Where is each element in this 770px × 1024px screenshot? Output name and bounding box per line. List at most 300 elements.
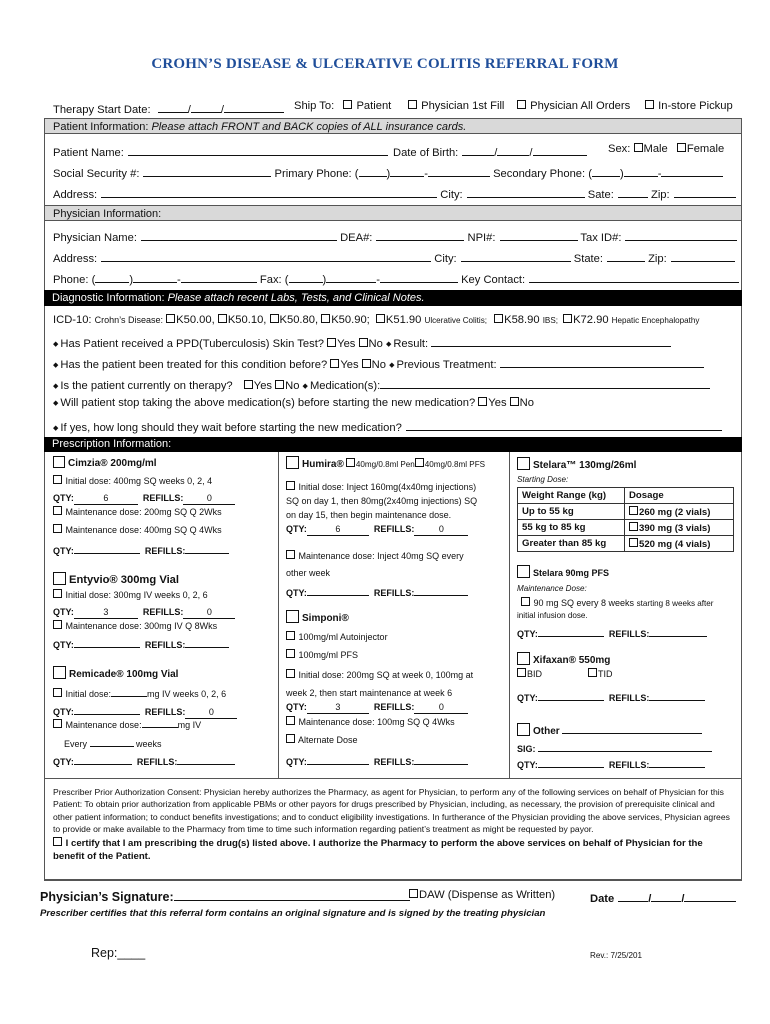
ship-pickup-label: In-store Pickup xyxy=(658,100,733,112)
dea-label: DEA#: xyxy=(340,232,373,244)
tax-id-field[interactable] xyxy=(625,228,737,241)
therapy-no-checkbox[interactable] xyxy=(275,380,284,389)
qty-label: QTY: xyxy=(53,707,74,717)
refills-label: REFILLS: xyxy=(144,707,186,717)
icd-k5010-label: K50.10, xyxy=(227,314,267,326)
stop-yes-checkbox[interactable] xyxy=(478,397,487,406)
bullet-diamond-icon: ◆ xyxy=(53,425,59,432)
revision-date: Rev.: 7/25/201 xyxy=(590,951,643,960)
qty-label: QTY: xyxy=(53,546,74,556)
simponi-initial xyxy=(286,666,473,702)
dob-label: Date of Birth: xyxy=(393,147,459,159)
remicade-refills2-field[interactable] xyxy=(177,752,235,765)
remicade-initial-suffix: mg IV weeks 0, 2, 6 xyxy=(147,689,227,699)
certify-checkbox[interactable] xyxy=(53,837,62,846)
humira-qty2-field[interactable] xyxy=(307,583,369,596)
patient-zip-field[interactable] xyxy=(674,185,736,198)
humira-maint-line1: Maintenance dose: Inject 40mg SQ every xyxy=(298,551,464,561)
xifaxan-refills-field[interactable] xyxy=(649,688,705,701)
remicade-refills-field[interactable]: 0 xyxy=(185,707,237,719)
key-contact-field[interactable] xyxy=(529,270,739,283)
remicade-every-suffix: weeks xyxy=(136,739,162,749)
cimzia-refills2-field[interactable] xyxy=(185,541,229,554)
remicade-initial-label: Initial dose: xyxy=(65,689,112,699)
secondary-phone-field[interactable]: ( ) - xyxy=(588,168,723,180)
ppd-yes-checkbox[interactable] xyxy=(327,338,336,347)
entyvio-qty2-row xyxy=(53,635,229,650)
crohns-label: Crohn’s Disease: xyxy=(94,315,164,325)
refills-label: REFILLS: xyxy=(144,640,186,650)
icd-k5190-checkbox[interactable] xyxy=(376,314,385,323)
rep-field[interactable]: Rep:____ xyxy=(91,946,146,960)
patient-name-row: Patient Name: Date of Birth: / / xyxy=(53,143,587,159)
xifaxan-label: Xifaxan® 550mg xyxy=(533,655,611,666)
icd-k5080-label: K50.80, xyxy=(279,314,319,326)
therapy-start-year[interactable] xyxy=(224,100,284,113)
dose-520-checkbox[interactable] xyxy=(629,538,638,547)
wait-question: If yes, how long should they wait before starting the new medication? xyxy=(60,422,402,434)
cimzia-maint1-label: Maintenance dose: 200mg SQ Q 2Wks xyxy=(65,507,222,517)
dose-390-checkbox[interactable] xyxy=(629,522,638,531)
cimzia-refills-field[interactable]: 0 xyxy=(183,493,235,505)
cimzia-maint2 xyxy=(53,524,222,535)
therapy-start-row: Therapy Start Date: / / xyxy=(53,100,284,116)
form-title: CROHN’S DISEASE & ULCERATIVE COLITIS REFERRAL FORM xyxy=(151,56,619,72)
column-divider xyxy=(509,452,510,778)
other-refills-field[interactable] xyxy=(649,755,705,768)
dose-option[interactable] xyxy=(625,520,734,536)
column-divider xyxy=(278,452,279,778)
simponi-alt-checkbox[interactable] xyxy=(286,734,295,743)
bullet-diamond-icon: ◆ xyxy=(302,383,308,390)
icd-k5890-checkbox[interactable] xyxy=(494,314,503,323)
other-qty-row xyxy=(517,755,705,770)
humira-maint-line2: other week xyxy=(286,568,331,578)
humira-pen-checkbox[interactable] xyxy=(346,458,355,467)
humira-qty-field[interactable]: 6 xyxy=(307,524,369,536)
dose-390-label: 390 mg (3 vials) xyxy=(639,522,711,534)
physician-state-label: State: xyxy=(573,253,603,265)
physician-phone-row xyxy=(53,270,739,286)
treated-yes-checkbox[interactable] xyxy=(330,359,339,368)
physician-state-field[interactable] xyxy=(607,249,645,262)
male-label: Male xyxy=(643,143,668,155)
remicade-checkbox[interactable] xyxy=(53,666,66,679)
physician-address-label: Address: xyxy=(53,253,98,265)
ship-physician-orders-checkbox[interactable] xyxy=(517,100,526,109)
stelara-maint-dose: 90 mg SQ every 8 weeks xyxy=(533,598,635,608)
ppd-yes-label: Yes xyxy=(337,338,356,350)
stelara-starting: Starting Dose: xyxy=(517,475,569,484)
icd-k5000-label: K50.00, xyxy=(176,314,215,326)
treated-yes-label: Yes xyxy=(340,359,359,371)
therapy-yes-checkbox[interactable] xyxy=(244,380,253,389)
fax-field[interactable]: ( ) - xyxy=(285,274,458,286)
stelara-pfs-heading xyxy=(517,565,609,578)
refills-label: REFILLS: xyxy=(136,757,178,767)
humira-refills-field[interactable]: 0 xyxy=(414,524,468,536)
humira-pfs-checkbox[interactable] xyxy=(415,458,424,467)
simponi-checkbox[interactable] xyxy=(286,610,299,623)
male-checkbox[interactable] xyxy=(634,143,643,152)
xifaxan-freq xyxy=(517,668,613,679)
dob-month[interactable] xyxy=(462,143,494,156)
icd-k7290-checkbox[interactable] xyxy=(563,314,572,323)
cimzia-maint2-label: Maintenance dose: 400mg SQ Q 4Wks xyxy=(65,525,222,535)
physician-header-label: Physician Information: xyxy=(53,208,162,220)
therapy-no-label: No xyxy=(285,380,300,392)
xifaxan-bid-checkbox[interactable] xyxy=(517,668,526,677)
simponi-qty2-field[interactable] xyxy=(307,752,369,765)
cimzia-maint1-checkbox[interactable] xyxy=(53,506,62,515)
date-day[interactable] xyxy=(651,889,681,902)
other-field[interactable] xyxy=(562,721,702,734)
stelara-label: Stelara™ 130mg/26ml xyxy=(533,460,637,471)
dose-option[interactable] xyxy=(625,504,734,520)
female-checkbox[interactable] xyxy=(677,143,686,152)
primary-phone-field[interactable]: ( ) - xyxy=(355,168,490,180)
prescription-info-header xyxy=(44,437,742,452)
prescription-header-label: Prescription Information: xyxy=(52,438,172,450)
other-checkbox[interactable] xyxy=(517,723,530,736)
simponi-pfs-checkbox[interactable] xyxy=(286,649,295,658)
refills-label: REFILLS: xyxy=(608,629,650,639)
female-label: Female xyxy=(686,143,725,155)
stelara-pfs-checkbox[interactable] xyxy=(517,565,530,578)
remicade-qty2-row xyxy=(53,752,235,767)
humira-initial-line2: SQ on day 1, then 80mg(2x40mg injections) SQ xyxy=(286,496,478,506)
qty-label: QTY: xyxy=(53,757,74,767)
humira-pen-label: 40mg/0.8ml Pen xyxy=(355,460,415,469)
simponi-auto xyxy=(286,631,388,642)
therapy-start-day[interactable] xyxy=(191,100,221,113)
therapy-question: Is the patient currently on therapy? xyxy=(60,380,233,392)
treated-no-label: No xyxy=(371,359,386,371)
ship-to-label: Ship To: xyxy=(294,100,335,112)
remicade-initial-field[interactable] xyxy=(111,684,147,697)
simponi-alt xyxy=(286,734,358,745)
sex-row xyxy=(608,143,724,155)
entyvio-maint-label: Maintenance dose: 300mg IV Q 8Wks xyxy=(65,621,218,631)
stop-no-checkbox[interactable] xyxy=(510,397,519,406)
cimzia-checkbox[interactable] xyxy=(53,456,65,468)
icd-k5000-checkbox[interactable] xyxy=(166,314,175,323)
dose-weight-cell: Up to 55 kg xyxy=(518,504,625,520)
qty-label: QTY: xyxy=(53,607,74,617)
table-row xyxy=(518,536,734,552)
refills-label: REFILLS: xyxy=(608,760,650,770)
simponi-qty-field[interactable]: 3 xyxy=(307,702,369,714)
humira-qty-row xyxy=(286,524,468,536)
treated-question: Has the patient been treated for this condition before? xyxy=(60,359,328,371)
therapy-start-month[interactable] xyxy=(158,100,188,113)
simponi-initial-line2: week 2, then start maintenance at week 6 xyxy=(286,688,453,698)
entyvio-initial-label: Initial dose: 300mg IV weeks 0, 2, 6 xyxy=(65,590,208,600)
table-row xyxy=(518,488,734,504)
icd-k5090-checkbox[interactable] xyxy=(321,314,330,323)
physician-info-header xyxy=(44,205,742,221)
npi-label: NPI#: xyxy=(467,232,496,244)
therapy-yes-label: Yes xyxy=(253,380,273,392)
cimzia-qty-field[interactable]: 6 xyxy=(74,493,138,505)
patient-address-row xyxy=(53,185,736,201)
dose-260-label: 260 mg (2 vials) xyxy=(639,506,711,518)
qty-label: QTY: xyxy=(286,702,307,712)
stelara-qty-field[interactable] xyxy=(538,624,604,637)
simponi-heading xyxy=(286,610,349,624)
ship-pickup xyxy=(645,100,733,112)
simponi-maint-label: Maintenance dose: 100mg SQ Q 4Wks xyxy=(298,717,455,727)
bullet-diamond-icon: ◆ xyxy=(53,362,59,369)
stelara-checkbox[interactable] xyxy=(517,457,530,470)
icd-k5080-checkbox[interactable] xyxy=(270,314,279,323)
patient-address-field[interactable] xyxy=(101,185,437,198)
remicade-maint xyxy=(53,715,201,730)
stelara-maint xyxy=(521,597,714,608)
physician-phone-field[interactable]: ( ) - xyxy=(92,274,257,286)
remicade-every-field[interactable] xyxy=(90,734,134,747)
patient-header-note: Please attach FRONT and BACK copies of ALL insurance cards. xyxy=(151,121,467,133)
ppd-result-field[interactable] xyxy=(431,334,671,347)
daw-row xyxy=(409,889,555,901)
tax-id-label: Tax ID#: xyxy=(580,232,622,244)
entyvio-qty2-field[interactable] xyxy=(74,635,140,648)
simponi-initial-line1: Initial dose: 200mg SQ at week 0, 100mg at xyxy=(298,670,474,680)
physician-city-field[interactable] xyxy=(461,249,571,262)
humira-maint xyxy=(286,548,464,582)
consent-text: Prescriber Prior Authorization Consent: Physician hereby authorizes the Pharmacy, as agent for Physician, to perform any of the following services on behalf of Physician for this Patient: To obtain prior authorization from applicable PBMs or other payors for drugs prescribed by Physician, including, as necessary, the provision of prerequisite clinical and other patient information; to conduct benefits investigations; and to conduct eligibility investigations. In furtherance of the Physician providing the above services, Physician agrees to provide or make available to the Pharmacy from time to time such information regarding patient’s treatment as might be requested by payor. xyxy=(53,787,730,835)
physician-zip-label: Zip: xyxy=(648,253,667,265)
simponi-refills2-field[interactable] xyxy=(414,752,468,765)
humira-checkbox[interactable] xyxy=(286,456,299,469)
patient-name-field[interactable] xyxy=(128,143,388,156)
stelara-heading xyxy=(517,457,636,471)
icd-k5010-checkbox[interactable] xyxy=(218,314,227,323)
dob-year[interactable] xyxy=(533,143,587,156)
cimzia-qty2-field[interactable] xyxy=(74,541,140,554)
patient-name-label: Patient Name: xyxy=(53,147,124,159)
signature-row xyxy=(40,887,410,904)
physician-city-label: City: xyxy=(434,253,457,265)
bullet-diamond-icon: ◆ xyxy=(53,383,59,390)
patient-city-label: City: xyxy=(440,189,463,201)
date-year[interactable] xyxy=(684,889,736,902)
date-month[interactable] xyxy=(618,889,648,902)
bullet-diamond-icon: ◆ xyxy=(53,400,59,407)
treated-no-checkbox[interactable] xyxy=(362,359,371,368)
physician-name-field[interactable] xyxy=(141,228,337,241)
entyvio-maint-checkbox[interactable] xyxy=(53,620,62,629)
secondary-phone-label: Secondary Phone: xyxy=(493,168,586,180)
cimzia-qty-row xyxy=(53,493,235,505)
refills-label: REFILLS: xyxy=(373,588,415,598)
remicade-initial xyxy=(53,684,226,699)
remicade-maint-field[interactable] xyxy=(142,715,178,728)
entyvio-refills2-field[interactable] xyxy=(185,635,229,648)
section-divider xyxy=(44,778,742,779)
npi-field[interactable] xyxy=(500,228,578,241)
remicade-maint-label: Maintenance dose: xyxy=(65,720,142,730)
cimzia-qty2-row xyxy=(53,541,229,556)
humira-initial-line3: on day 15, then begin maintenance dose. xyxy=(286,510,452,520)
simponi-auto-label: 100mg/ml Autoinjector xyxy=(298,632,388,642)
cimzia-maint2-checkbox[interactable] xyxy=(53,524,62,533)
prev-treatment-label: Previous Treatment: xyxy=(396,359,497,371)
medications-field[interactable] xyxy=(380,376,710,389)
patient-address-label: Address: xyxy=(53,189,98,201)
remicade-maint-suffix: mg IV xyxy=(177,720,202,730)
icd-label: ICD-10: xyxy=(53,314,92,326)
diagnostic-header-label: Diagnostic Information: xyxy=(52,292,165,304)
stelara-qty-row xyxy=(517,624,707,639)
remicade-qty-field[interactable] xyxy=(74,702,140,715)
xifaxan-qty-field[interactable] xyxy=(538,688,604,701)
qty-label: QTY: xyxy=(517,760,538,770)
ship-physician-fill-checkbox[interactable] xyxy=(408,100,417,109)
cimzia-maint1 xyxy=(53,506,222,517)
wait-field[interactable] xyxy=(406,418,722,431)
entyvio-label: Entyvio® 300mg Vial xyxy=(69,574,180,586)
treated-row xyxy=(53,355,704,371)
simponi-auto-checkbox[interactable] xyxy=(286,631,295,640)
bullet-diamond-icon: ◆ xyxy=(53,341,59,348)
ship-patient-checkbox[interactable] xyxy=(343,100,352,109)
xifaxan-heading xyxy=(517,652,610,666)
qty-label: QTY: xyxy=(286,757,307,767)
xifaxan-qty-row xyxy=(517,688,705,703)
therapy-current-row xyxy=(53,376,710,392)
ship-physician-fill xyxy=(408,100,504,112)
ship-physician-orders-label: Physician All Orders xyxy=(530,100,631,112)
simponi-alt-label: Alternate Dose xyxy=(298,735,358,745)
physician-name-label: Physician Name: xyxy=(53,232,137,244)
patient-zip-label: Zip: xyxy=(650,189,670,201)
qty-label: QTY: xyxy=(53,640,74,650)
signature-field[interactable] xyxy=(174,887,410,901)
date-row: Date / / xyxy=(590,889,736,905)
dose-table-header-weight: Weight Range (kg) xyxy=(518,488,625,504)
ssn-row xyxy=(53,164,723,180)
bullet-diamond-icon: ◆ xyxy=(385,341,392,348)
ship-pickup-checkbox[interactable] xyxy=(645,100,654,109)
icd-k5890-label: K58.90 xyxy=(504,314,540,326)
sig-field[interactable] xyxy=(538,739,712,752)
therapy-start-label: Therapy Start Date: xyxy=(53,104,151,116)
patient-state-field[interactable] xyxy=(618,185,648,198)
certify-text: I certify that I am prescribing the drug(s) listed above. I authorize the Pharmacy to perform the above services on behalf of Physician for the benefit of the Patient. xyxy=(53,837,703,862)
humira-initial-checkbox[interactable] xyxy=(286,481,295,490)
diagnostic-header-note: Please attach recent Labs, Tests, and Clinical Notes. xyxy=(167,292,425,304)
simponi-maint-checkbox[interactable] xyxy=(286,716,295,725)
diagnostic-info-header xyxy=(44,290,742,306)
cimzia-initial-label: Initial dose: 400mg SQ weeks 0, 2, 4 xyxy=(65,476,213,486)
dose-weight-cell: Greater than 85 kg xyxy=(518,536,625,552)
xifaxan-checkbox[interactable] xyxy=(517,652,530,665)
icd-k7290-label: K72.90 xyxy=(573,314,609,326)
ssn-label: Social Security #: xyxy=(53,168,140,180)
wait-row xyxy=(53,418,722,434)
remicade-maint-checkbox[interactable] xyxy=(53,719,62,728)
ppd-result-label: Result: xyxy=(393,338,429,350)
entyvio-qty-field[interactable]: 3 xyxy=(74,607,138,619)
stelara-maint-checkbox[interactable] xyxy=(521,597,530,606)
humira-refills2-field[interactable] xyxy=(414,583,468,596)
daw-checkbox[interactable] xyxy=(409,889,418,898)
cimzia-heading xyxy=(53,456,157,469)
entyvio-refills-field[interactable]: 0 xyxy=(183,607,235,619)
cimzia-initial-checkbox[interactable] xyxy=(53,475,62,484)
ship-physician-fill-label: Physician 1st Fill xyxy=(421,100,505,112)
entyvio-checkbox[interactable] xyxy=(53,572,66,585)
remicade-qty2-field[interactable] xyxy=(74,752,132,765)
dose-260-checkbox[interactable] xyxy=(629,506,638,515)
simponi-qty-row xyxy=(286,702,468,714)
humira-maint-checkbox[interactable] xyxy=(286,550,295,559)
ppd-row xyxy=(53,334,671,350)
physician-zip-field[interactable] xyxy=(671,249,735,262)
patient-city-field[interactable] xyxy=(467,185,585,198)
dob-day[interactable] xyxy=(497,143,529,156)
stelara-refills-field[interactable] xyxy=(649,624,707,637)
medications-label: Medication(s): xyxy=(309,380,381,392)
patient-state-label: Sate: xyxy=(587,189,614,201)
ppd-question: Has Patient received a PPD(Tuberculosis) Skin Test? xyxy=(60,338,325,350)
simponi-pfs-label: 100mg/ml PFS xyxy=(298,650,359,660)
refills-label: REFILLS: xyxy=(142,493,184,503)
sig-row xyxy=(517,739,712,754)
refills-label: REFILLS: xyxy=(373,702,415,712)
dose-weight-cell: 55 kg to 85 kg xyxy=(518,520,625,536)
stelara-dose-table xyxy=(517,487,734,552)
dea-field[interactable] xyxy=(376,228,464,241)
ssn-field[interactable] xyxy=(143,164,271,177)
physician-address-field[interactable] xyxy=(101,249,431,262)
simponi-refills-field[interactable]: 0 xyxy=(414,702,468,714)
ppd-no-checkbox[interactable] xyxy=(359,338,368,347)
stelara-pfs-label: Stelara 90mg PFS xyxy=(533,568,610,578)
physician-name-row xyxy=(53,228,737,244)
stop-question: Will patient stop taking the above medication(s) before starting the new medication? xyxy=(60,397,476,409)
humira-pfs-label: 40mg/0.8ml PFS xyxy=(424,460,486,469)
primary-phone-label: Primary Phone: xyxy=(274,168,352,180)
dose-option[interactable] xyxy=(625,536,734,552)
simponi-label: Simponi® xyxy=(302,613,349,624)
xifaxan-tid-checkbox[interactable] xyxy=(588,668,597,677)
table-row xyxy=(518,520,734,536)
physician-phone-label: Phone: xyxy=(53,274,89,286)
prev-treatment-field[interactable] xyxy=(500,355,704,368)
uc-label: Ulcerative Colitis; xyxy=(424,316,487,325)
xifaxan-bid-label: BID xyxy=(527,669,543,679)
patient-info-header xyxy=(44,118,742,134)
stelara-maint-line2: initial infusion dose. xyxy=(517,611,588,620)
stop-no-label: No xyxy=(519,397,534,409)
other-heading xyxy=(517,721,702,737)
signature-certify-note: Prescriber certifies that this referral form contains an original signature and is signed by the treating physician xyxy=(40,908,546,919)
ppd-no-label: No xyxy=(368,338,383,350)
remicade-label: Remicade® 100mg Vial xyxy=(69,669,179,680)
cimzia-label: Cimzia® 200mg/ml xyxy=(68,458,157,469)
other-qty-field[interactable] xyxy=(538,755,604,768)
humira-label: Humira® xyxy=(302,459,344,470)
signature-label: Physician’s Signature: xyxy=(40,890,174,904)
xifaxan-tid-label: TID xyxy=(598,669,613,679)
entyvio-initial-checkbox[interactable] xyxy=(53,589,62,598)
humira-initial-line1: Initial dose: Inject 160mg(4x40mg injections) xyxy=(298,482,477,492)
remicade-initial-checkbox[interactable] xyxy=(53,688,62,697)
icd-k5190-label: K51.90 xyxy=(385,314,422,326)
simponi-initial-checkbox[interactable] xyxy=(286,669,295,678)
